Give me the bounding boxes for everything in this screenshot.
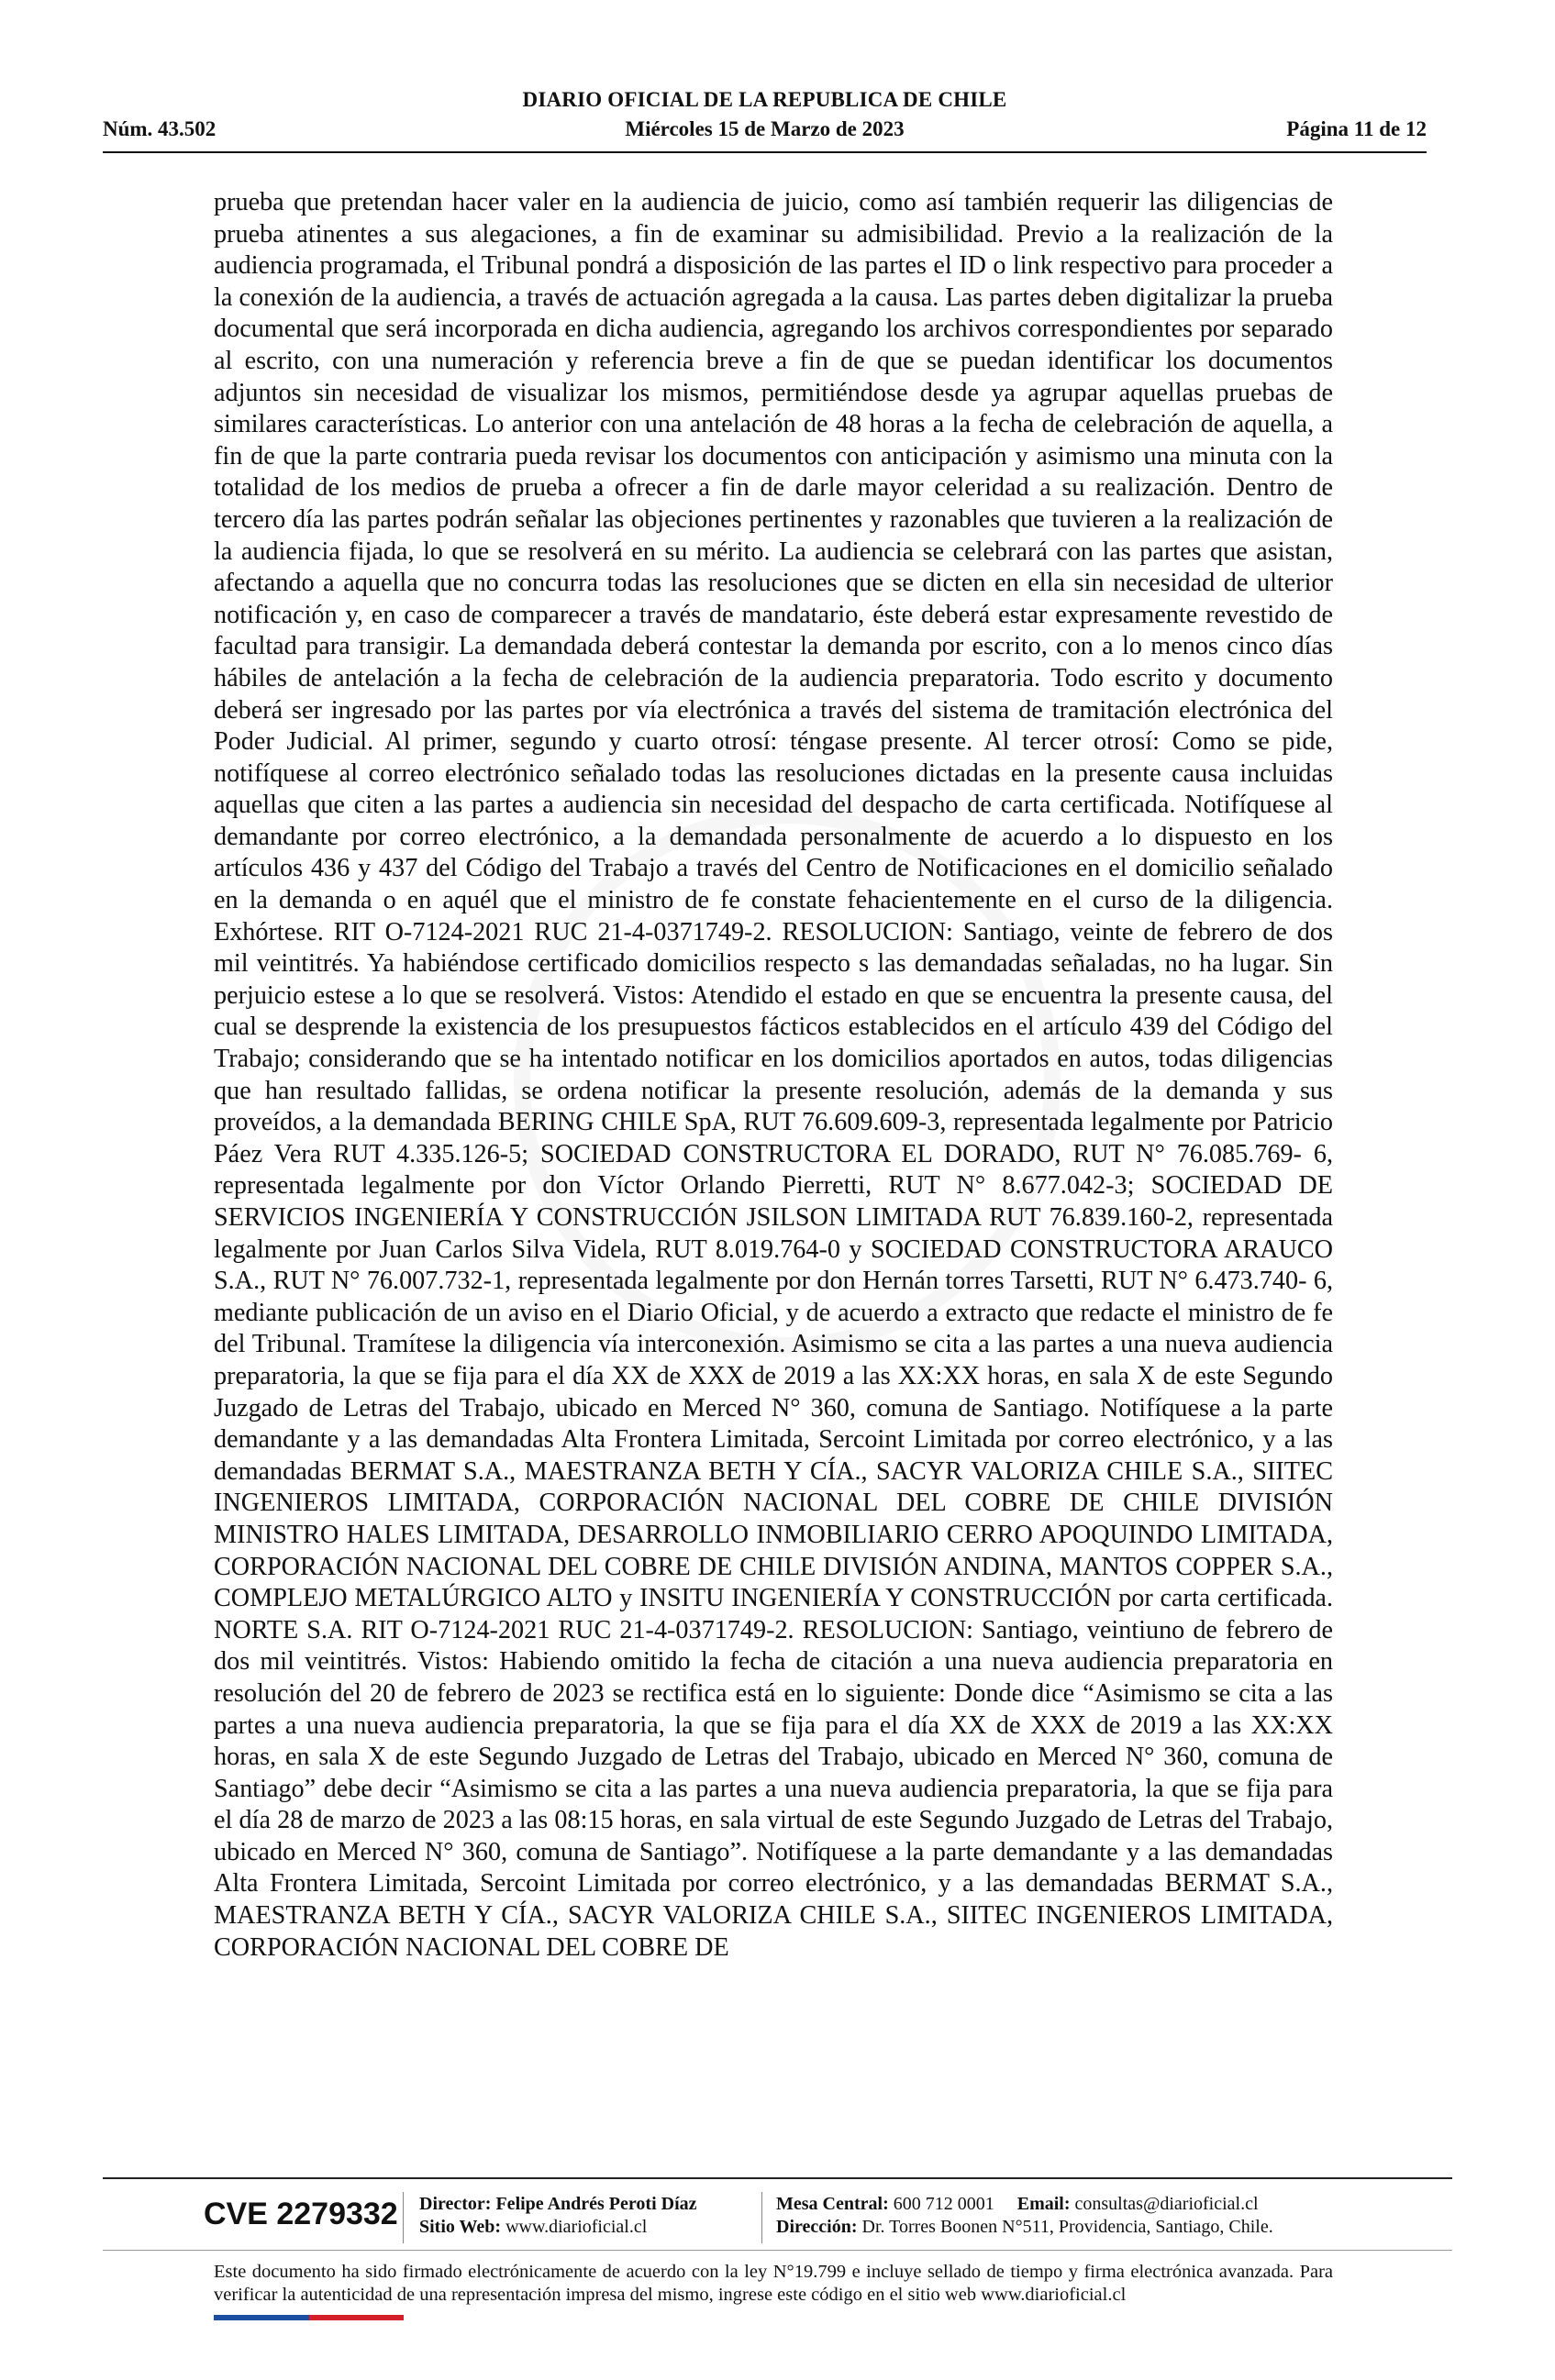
mesa-phone: 600 712 0001: [893, 2194, 994, 2214]
page-header: [103, 88, 1427, 152]
director-label: Director:: [419, 2194, 492, 2214]
footer-director-block: [419, 2193, 697, 2239]
page-footer: [103, 2187, 1452, 2256]
mesa-label: Mesa Central:: [776, 2194, 889, 2214]
email-link[interactable]: consultas@diarioficial.cl: [1074, 2194, 1259, 2214]
header-divider: [103, 151, 1427, 153]
footer-separator: [403, 2192, 404, 2243]
email-label: Email:: [1016, 2194, 1071, 2214]
footer-separator: [761, 2192, 762, 2243]
issue-number: Núm. 43.502: [103, 117, 217, 140]
footer-divider-thin: [103, 2250, 1452, 2251]
footer-divider: [103, 2177, 1452, 2179]
flag-stripe: [214, 2315, 404, 2320]
document-body: [214, 187, 1333, 1964]
issue-date: Miércoles 15 de Marzo de 2023: [625, 117, 905, 140]
newspaper-title: DIARIO OFICIAL DE LA REPUBLICA DE CHILE: [522, 88, 1007, 111]
address-label: Dirección:: [776, 2217, 858, 2237]
cve-code: CVE 2279332: [204, 2197, 398, 2231]
footer-contact-block: [776, 2193, 1273, 2239]
director-name: Felipe Andrés Peroti Díaz: [495, 2194, 697, 2214]
page-number: Página 11 de 12: [1286, 117, 1427, 140]
signature-notice: Este documento ha sido firmado electrónicamente de acuerdo con la ley N°19.799 e incluye sellado de tiempo y firma electrónica avanzada. Para verificar la autenticidad de una representación impresa del mismo, ingrese este código en el sitio web www.diarioficial.cl: [214, 2262, 1333, 2305]
body-paragraph: prueba que pretendan hacer valer en la audiencia de juicio, como así también requerir las diligencias de prueba atinentes a sus alegaciones, a fin de examinar su admisibilidad. Previo a la realización de la audiencia programada, el Tribunal pondrá a disposición de las partes el ID o link respectivo para proceder a la conexión de la audiencia, a través de actuación agregada a la causa. Las partes deben digitalizar la prueba documental que será incorporada en dicha audiencia, agregando los archivos correspondientes por separado al escrito, con una numeración y referencia breve a fin de que se puedan identificar los documentos adjuntos sin necesidad de visualizar los mismos, permitiéndose desde ya agrupar aquellas pruebas de similares características. Lo anterior con una antelación de 48 horas a la fecha de celebración de aquella, a fin de que la parte contraria pueda revisar los documentos con anticipación y asimismo una minuta con la totalidad de los medios de prueba a ofrecer a fin de darle mayor celeridad a su realización. Dentro de tercero día las partes podrán señalar las objeciones pertinentes y razonables que tuvieren a la realización de la audiencia fijada, lo que se resolverá en su mérito. La audiencia se celebrará con las partes que asistan, afectando a aquella que no concurra todas las resoluciones que se dicten en ella sin necesidad de ulterior notificación y, en caso de comparecer a través de mandatario, éste deberá estar expresamente revestido de facultad para transigir. La demandada deberá contestar la demanda por escrito, con a lo menos cinco días hábiles de antelación a la fecha de celebración de la audiencia preparatoria. Todo escrito y documento deberá ser ingresado por las partes por vía electrónica a través del sistema de tramitación electrónica del Poder Judicial. Al primer, segundo y cuarto otrosí: téngase presente. Al tercer otrosí: Como se pide, notifíquese al correo electrónico señalado todas las resoluciones dictadas en la presente causa incluidas aquellas que citen a las partes a audiencia sin necesidad del despacho de carta certificada. Notifíquese al demandante por correo electrónico, a la demandada personalmente de acuerdo a lo dispuesto en los artículos 436 y 437 del Código del Trabajo a través del Centro de Notificaciones en el domicilio señalado en la demanda o en aquél que el ministro de fe constate fehacientemente en el curso de la diligencia. Exhórtese. RIT O-7124-2021 RUC 21-4-0371749-2. RESOLUCION: Santiago, veinte de febrero de dos mil veintitrés. Ya habiéndose certificado domicilios respecto s las demandadas señaladas, no ha lugar. Sin perjuicio estese a lo que se resolverá. Vistos: Atendido el estado en que se encuentra la presente causa, del cual se desprende la existencia de los presupuestos fácticos establecidos en el artículo 439 del Código del Trabajo; considerando que se ha intentado notificar en los domicilios aportados en autos, todas diligencias que han resultado fallidas, se ordena notificar la presente resolución, además de la demanda y sus proveídos, a la demandada BERING CHILE SpA, RUT 76.609.609-3, representada legalmente por Patricio Páez Vera RUT 4.335.126-5; SOCIEDAD CONSTRUCTORA EL DORADO, RUT N° 76.085.769- 6, representada legalmente por don Víctor Orlando Pierretti, RUT N° 8.677.042-3; SOCIEDAD DE SERVICIOS INGENIERÍA Y CONSTRUCCIÓN JSILSON LIMITADA RUT 76.839.160-2, representada legalmente por Juan Carlos Silva Videla, RUT 8.019.764-0 y SOCIEDAD CONSTRUCTORA ARAUCO S.A., RUT N° 76.007.732-1, representada legalmente por don Hernán torres Tarsetti, RUT N° 6.473.740- 6, mediante publicación de un aviso en el Diario Oficial, y de acuerdo a extracto que redacte el ministro de fe del Tribunal. Tramítese la diligencia vía interconexión. Asimismo se cita a las partes a una nueva audiencia preparatoria, la que se fija para el día XX de XXX de 2019 a las XX:XX horas, en sala X de este Segundo Juzgado de Letras del Trabajo, ubicado en Merced N° 360, comuna de Santiago. Notifíquese a la parte demandante y a las demandadas Alta Frontera Limitada, Sercoint Limitada por correo electrónico, y a las demandadas BERMAT S.A., MAESTRANZA BETH Y CÍA., SACYR VALORIZA CHILE S.A., SIITEC INGENIEROS LIMITADA, CORPORACIÓN NACIONAL DEL COBRE DE CHILE DIVISIÓN MINISTRO HALES LIMITADA, DESARROLLO INMOBILIARIO CERRO APOQUINDO LIMITADA, CORPORACIÓN NACIONAL DEL COBRE DE CHILE DIVISIÓN ANDINA, MANTOS COPPER S.A., COMPLEJO METALÚRGICO ALTO y INSITU INGENIERÍA Y CONSTRUCCIÓN por carta certificada. NORTE S.A. RIT O-7124-2021 RUC 21-4-0371749-2. RESOLUCION: Santiago, veintiuno de febrero de dos mil veintitrés. Vistos: Habiendo omitido la fecha de citación a una nueva audiencia preparatoria en resolución del 20 de febrero de 2023 se rectifica está en lo siguiente: Donde dice “Asimismo se cita a las partes a una nueva audiencia preparatoria, la que se fija para el día XX de XXX de 2019 a las XX:XX horas, en sala X de este Segundo Juzgado de Letras del Trabajo, ubicado en Merced N° 360, comuna de Santiago” debe decir “Asimismo se cita a las partes a una nueva audiencia preparatoria, la que se fija para el día 28 de marzo de 2023 a las 08:15 horas, en sala virtual de este Segundo Juzgado de Letras del Trabajo, ubicado en Merced N° 360, comuna de Santiago”. Notifíquese a la parte demandante y a las demandadas Alta Frontera Limitada, Sercoint Limitada por correo electrónico, y a las demandadas BERMAT S.A., MAESTRANZA BETH Y CÍA., SACYR VALORIZA CHILE S.A., SIITEC INGENIEROS LIMITADA, CORPORACIÓN NACIONAL DEL COBRE DE: [214, 188, 1333, 1962]
website-label: Sitio Web:: [419, 2217, 502, 2237]
address-value: Dr. Torres Boonen N°511, Providencia, Santiago, Chile.: [861, 2217, 1273, 2237]
website-link[interactable]: www.diarioficial.cl: [505, 2217, 648, 2237]
flag-blue-segment: [214, 2315, 309, 2320]
flag-red-segment: [309, 2315, 404, 2320]
